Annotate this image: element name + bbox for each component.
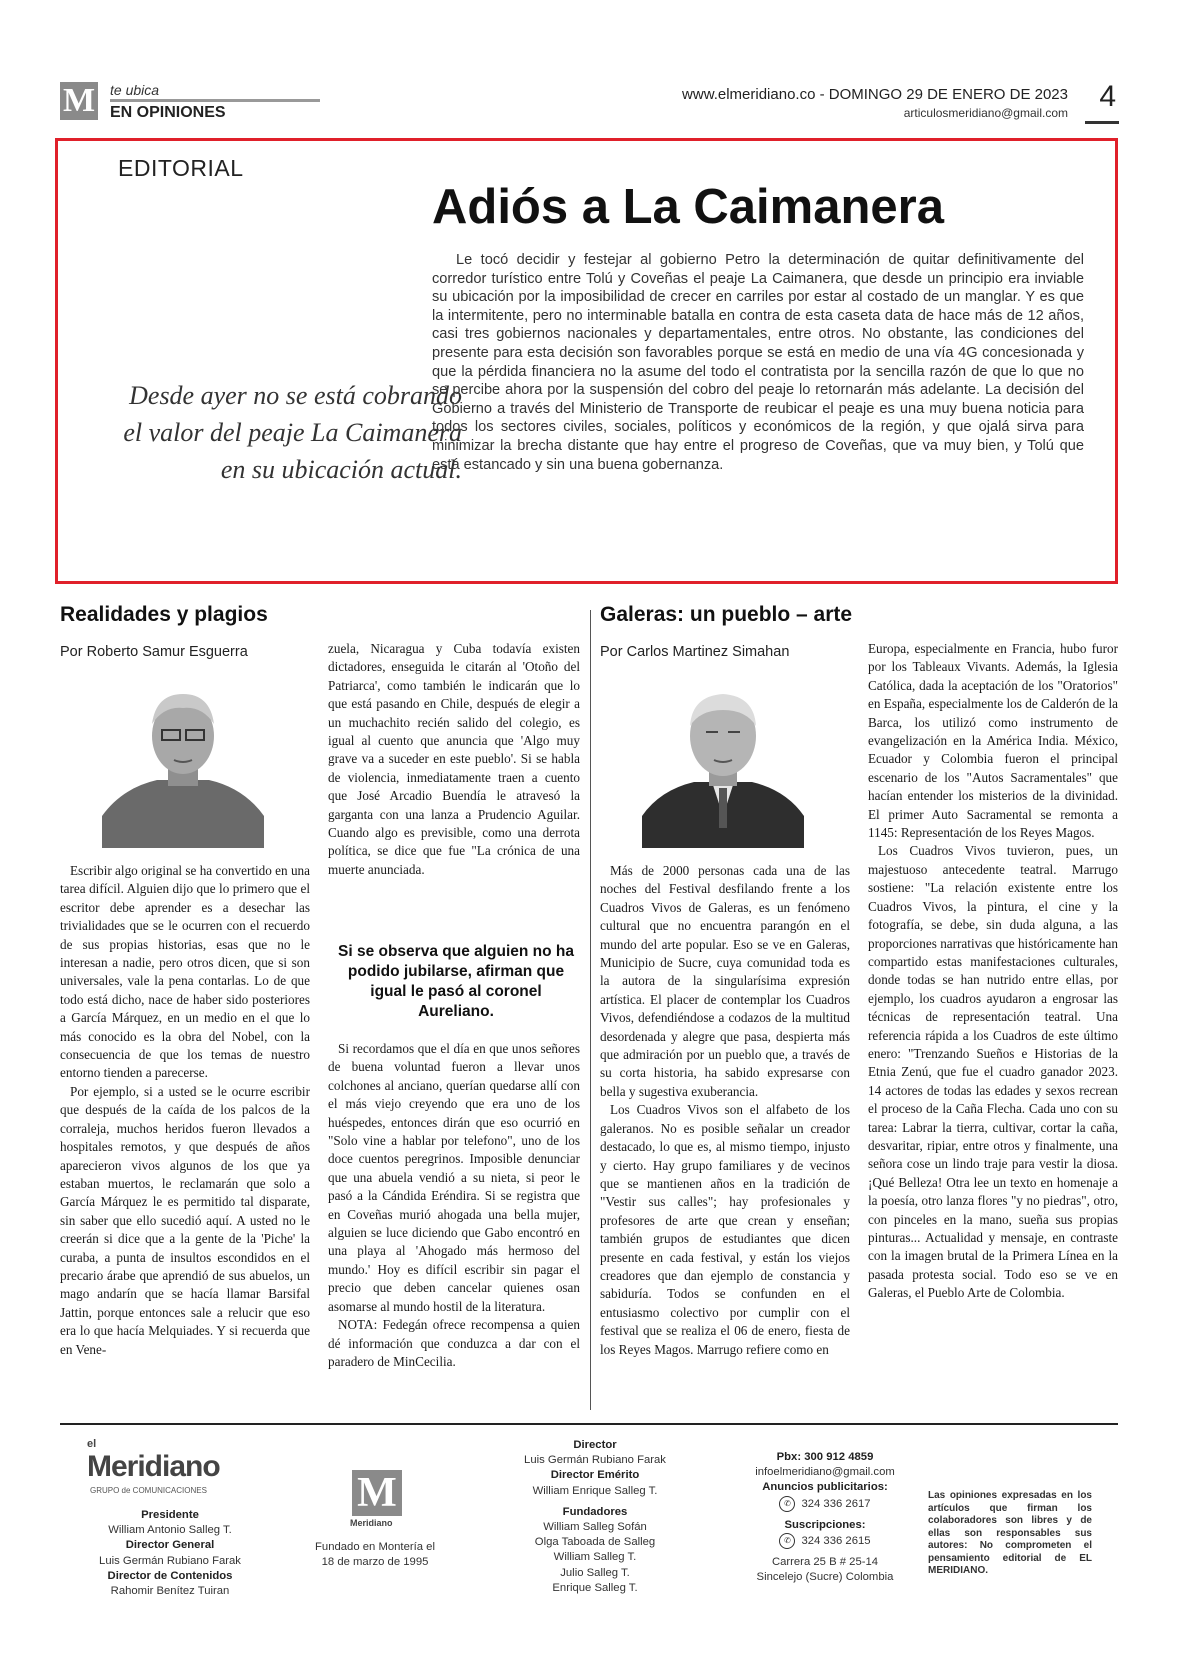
paragraph: Los Cuadros Vivos tuvieron, pues, un majestuoso antecedente teatral. Marrugo sostiene: "La relación existente entre los Cuadros Vivos, la pintura, el cine y la fotografía, se debe, sin duda alguna, a las proporciones narrativas que históricamente han compartido estas manifestaciones culturales, donde todas se han nutrido entre ellas, por ejemplo, los cuadros ayudaron a engrosar las técnicas de representación teatral. Una referencia rápida a los Cuadros de este último enero: "Trenzando Sueños e Historias de la Etnia Zenú, que fue el cuadro ganador 2023. 14 actores de todas las edades y sexos recrean el proceso de la Caña Flecha. Cada uno con su tarea: Labrar la tierra, cultivar, cortar la caña, desvaritar, ripiar, entre otros y finalmente, una señora cose un lindo traje para vestir la diosa. ¡Qué Belleza! Otra lee un texto en homenaje a la poesía, otro lanza flores "y no piedras", otro, con pinceles en la mano, sueña sus propias pinturas... Actualidad y mensaje, en contraste con la imagen brutal de la Primera Línea en la pasada protesta social. Todo eso se ve en Galeras, el Pueblo Arte de Colombia. xyxy=(868,843,1118,1301)
article1-column-2-top xyxy=(328,640,580,879)
author-photo-samur xyxy=(102,676,264,848)
staff-name: William Enrique Salleg T. xyxy=(532,1484,658,1497)
paragraph: zuela, Nicaragua y Cuba todavía existen dictadores, enseguida le citarán al 'Otoño del Patriarca', como también le indicarán que lo que está pasando en Chile, después de elegir a un muchachito recién salido del colegio, es igual al cuento que anuncia que 'Algo muy grave va a suceder en este pueblo'. Si se habla de violencia, inmediatamente traen a cuento que José Arcadio Buendía le atravesó la garganta con una lanza a Prudencio Aguilar. Cuando algo es previsible, como una derrota política, se dice que fue "La crónica de una muerte anunciada. xyxy=(328,641,580,877)
founder-name: William Salleg Sofán xyxy=(543,1521,647,1534)
header-email: articulosmeridiano@gmail.com xyxy=(903,106,1068,120)
whatsapp-icon: ✆ xyxy=(779,1533,795,1549)
brand-article: el xyxy=(87,1438,97,1450)
ads-label: Anuncios publicitarios: xyxy=(762,1481,888,1494)
article-title-galeras: Galeras: un pueblo – arte xyxy=(600,603,853,626)
paragraph: Los Cuadros Vivos son el alfabeto de los galeranos. No es posible señalar un creador destacado, lo que es, al mismo tiempo, injusto y cierto. Hay grupo familiares y de vecinos que se mantienen años en la tradición de "Vestir sus calles"; hay profesionales y profesores de arte que crean y enseñan; también grupos de estudiantes que dicen presente en cada festival, y están los viejos creadores que dan ejemplo de constancia y sabiduría. Todos se confunden en el entusiasmo colectivo por cumplir con el festival que se realiza el 06 de enero, fiesta de los Reyes Magos. Marrugo refiere como en xyxy=(600,1102,850,1357)
author-photo-martinez xyxy=(642,676,804,848)
newspaper-logo-icon: M xyxy=(60,82,98,120)
footer-logo-icon: M xyxy=(352,1470,402,1516)
article2-column-1 xyxy=(600,862,850,1359)
page-number-rule xyxy=(1085,121,1119,124)
footer-email: infoelmeridiano@gmail.com xyxy=(755,1466,895,1479)
article-byline-samur: Por Roberto Samur Esguerra xyxy=(60,644,248,660)
role-label: Fundadores xyxy=(562,1505,628,1518)
subs-label: Suscripciones: xyxy=(784,1518,866,1531)
section-tagline: te ubica xyxy=(110,82,160,98)
article1-column-2-bottom xyxy=(328,1040,580,1371)
footer-direction xyxy=(500,1438,690,1596)
paragraph: Más de 2000 personas cada una de las noches del Festival desfilando frente a los Cuadros Vivos de Galeras, es un fenómeno cultural que no encuentra parangón en el mundo del arte popular. Eso se ve en Galeras, Municipio de Sucre, cuya comunidad toda es la autora de la singularísima expresión artística. El placer de contemplar los Cuadros Vivos, defendiéndose a codazos de la multitud desordenada y alegre que pasa, despierta más que admiración por un pueblo que, a través de su corta historia, ha sabido expresarse con bella y sugestiva exuberancia. xyxy=(600,863,850,1099)
paragraph: Por ejemplo, si a usted se le ocurre escribir que después de la caída de los palcos de la corraleja, muchos heridos fueron llevados a hospitales remotos, y que después de años aparecieron vivos algunos de los que ya estaban muertos, le reclamarán que solo a García Márquez le es permitido tal disparate, sin saber que ello sucedió aquí. A usted no le creerán si dice que a la gente de la 'Piche' la curaba, a punta de insultos escondidos en el precario árabe que aprendió de sus abuelos, un mago andarín que se hacía llamar Barsifal Jattin, porque entonces sale a relucir que eso era lo que hacía Melquiades. Y si recuerda que en Vene- xyxy=(60,1083,310,1357)
article1-pull-quote: Si se observa que alguien no ha podido jubilarse, afirman que igual le pasó al coronel Aureliano. xyxy=(338,943,575,1020)
founder-name: Olga Taboada de Salleg xyxy=(534,1536,656,1549)
column-divider xyxy=(590,610,591,1410)
paragraph: NOTA: Fedegán ofrece recompensa a quien dé información que conduzca a dar con el paradero de MinCecilia. xyxy=(328,1317,580,1369)
article-title-realidades: Realidades y plagios xyxy=(60,603,268,626)
footer-contact xyxy=(740,1450,910,1586)
editorial-label: EDITORIAL xyxy=(118,155,244,181)
section-name: EN OPINIONES xyxy=(110,104,226,121)
footer-rule xyxy=(60,1423,1118,1425)
address-line: Carrera 25 B # 25-14 xyxy=(771,1556,879,1569)
ads-phone: 324 336 2617 xyxy=(801,1497,871,1510)
footer-disclaimer: Las opiniones expresadas en los artículos que firman los colaboradores son libres y de ellas son responsables sus autores: No comprometen el pensamiento editorial de EL MERIDIANO. xyxy=(928,1490,1092,1576)
brand-subtitle: GRUPO de COMUNICACIONES xyxy=(90,1486,207,1495)
section-rule xyxy=(110,99,320,102)
founded-note: Fundado en Montería el 18 de marzo de 1995 xyxy=(315,1541,435,1569)
role-label: Presidente xyxy=(141,1509,199,1521)
editorial-box xyxy=(55,138,1118,584)
masthead-footer xyxy=(60,1430,1118,1620)
staff-name: Rahomir Benítez Tuiran xyxy=(110,1585,230,1598)
article-byline-martinez: Por Carlos Martinez Simahan xyxy=(600,644,790,660)
subs-phone: 324 336 2615 xyxy=(801,1534,871,1547)
staff-name: William Antonio Salleg T. xyxy=(108,1524,232,1537)
founder-name: Julio Salleg T. xyxy=(560,1566,630,1579)
role-label: Director xyxy=(573,1439,617,1451)
paragraph: Europa, especialmente en Francia, hubo furor por los Tableaux Vivants. Además, la Iglesia Católica, dada la aceptación de los "Oratorios" en España, especialmente los de Calderón de la Barca, los utilizó como instrumento de evangelización en la América India. México, Ecuador y Colombia fueron el principal escenario de los "Autos Sacramentales" que hacían entender los misterios de la divinidad. El primer Auto Sacramental se remonta a 1145: Representación de los Reyes Magos. xyxy=(868,641,1118,841)
founder-name: Enrique Salleg T. xyxy=(552,1581,638,1594)
paragraph: Escribir algo original se ha convertido en una tarea difícil. Alguien dijo que lo primero que el escritor debe aprender es a desechar las trivialidades que se le ocurren con el recuerdo de sus propias historias, esas que no le interesan a nadie, pero otros dicen, que si son universales, vale la pena contarlas. Lo de que todo está dicho, nace de haber sido posteriores a García Márquez, en un medio en el que lo más conocido es la obra del Nobel, con la consecuencia de que los temas de nuestro entorno tienden a parecerse. xyxy=(60,863,310,1081)
paragraph: Si recordamos que el día en que unos señores de buena voluntad fueron a llevar unos colchones al anciano, querían quedarse allí con el más viejo creyendo que era uno de los huéspedes, entonces dirán que eso ocurrió en "Solo vine a hablar por telefono", uno de los doce cuentos peregrinos. Imposible denunciar que una abuela vendió a su nieta, si peor le pasó a la Cándida Eréndira. Si se registra que en Coveñas murió ahogada una bella mujer, alguien se luce diciendo que Gabo encontró en una playa al 'Ahogado más hermoso del mundo.' Hoy es difícil escribir sin pagar el precio que deben cancelar quienes osan asomarse al mundo hostil de la literatura. xyxy=(328,1041,580,1314)
founder-name: William Salleg T. xyxy=(553,1551,637,1564)
staff-name: Luis Germán Rubiano Farak xyxy=(99,1554,241,1567)
article1-column-1 xyxy=(60,862,310,1359)
editorial-headline: Adiós a La Caimanera xyxy=(432,180,944,234)
editorial-body: Le tocó decidir y festejar al gobierno Petro la determinación de quitar definitivamente del corredor turístico entre Tolú y Coveñas el peaje La Caimanera, que desde un principio era inviable su ubicación por la imposibilidad de crecer en carriles por estar al costado de un manglar. Y es que la intermitente, pero no interminable batalla en contra de esta caseta data de hace más de 12 años, casi tres gobiernos nacionales y departamentales, entre otros. No obstante, las condiciones del presente para esta decisión son favorables porque se está en medio de una vía 4G concesionada y que la pérdida financiera no la asume del todo el contratista por la sencilla razón de que lo que no se percibe ahora por la suspensión del cobro del peaje lo retornarán más adelante. La decisión del Gobierno a través del Ministerio de Transporte de reubicar el peaje es una muy buena noticia para todos los sectores civiles, sociales, políticos y económicos de la región, y que ojalá sirva para minimizar la brecha distante que hay entre el progreso de Coveñas, que va muy bien, y Tolú que está estancado y sin una buena gobernanza. xyxy=(432,252,1084,473)
footer-logo-word: Meridiano xyxy=(350,1518,393,1528)
whatsapp-icon: ✆ xyxy=(779,1496,795,1512)
dateline: www.elmeridiano.co - DOMINGO 29 DE ENERO DE 2023 xyxy=(682,86,1068,103)
address-line: Sincelejo (Sucre) Colombia xyxy=(756,1571,894,1584)
role-label: Director General xyxy=(125,1539,215,1552)
pbx: Pbx: 300 912 4859 xyxy=(776,1451,874,1463)
article2-column-2 xyxy=(868,640,1118,1303)
staff-name: Luis Germán Rubiano Farak xyxy=(524,1454,666,1467)
role-label: Director Emérito xyxy=(550,1469,640,1482)
page-number: 4 xyxy=(1099,80,1116,113)
editorial-pull-quote: Desde ayer no se está cobrando el valor del peaje La Caimanera en su ubicación actual. xyxy=(123,381,462,484)
role-label: Director de Contenidos xyxy=(107,1569,233,1582)
brand-wordmark: Meridiano xyxy=(87,1450,220,1483)
footer-staff-left xyxy=(70,1508,270,1599)
